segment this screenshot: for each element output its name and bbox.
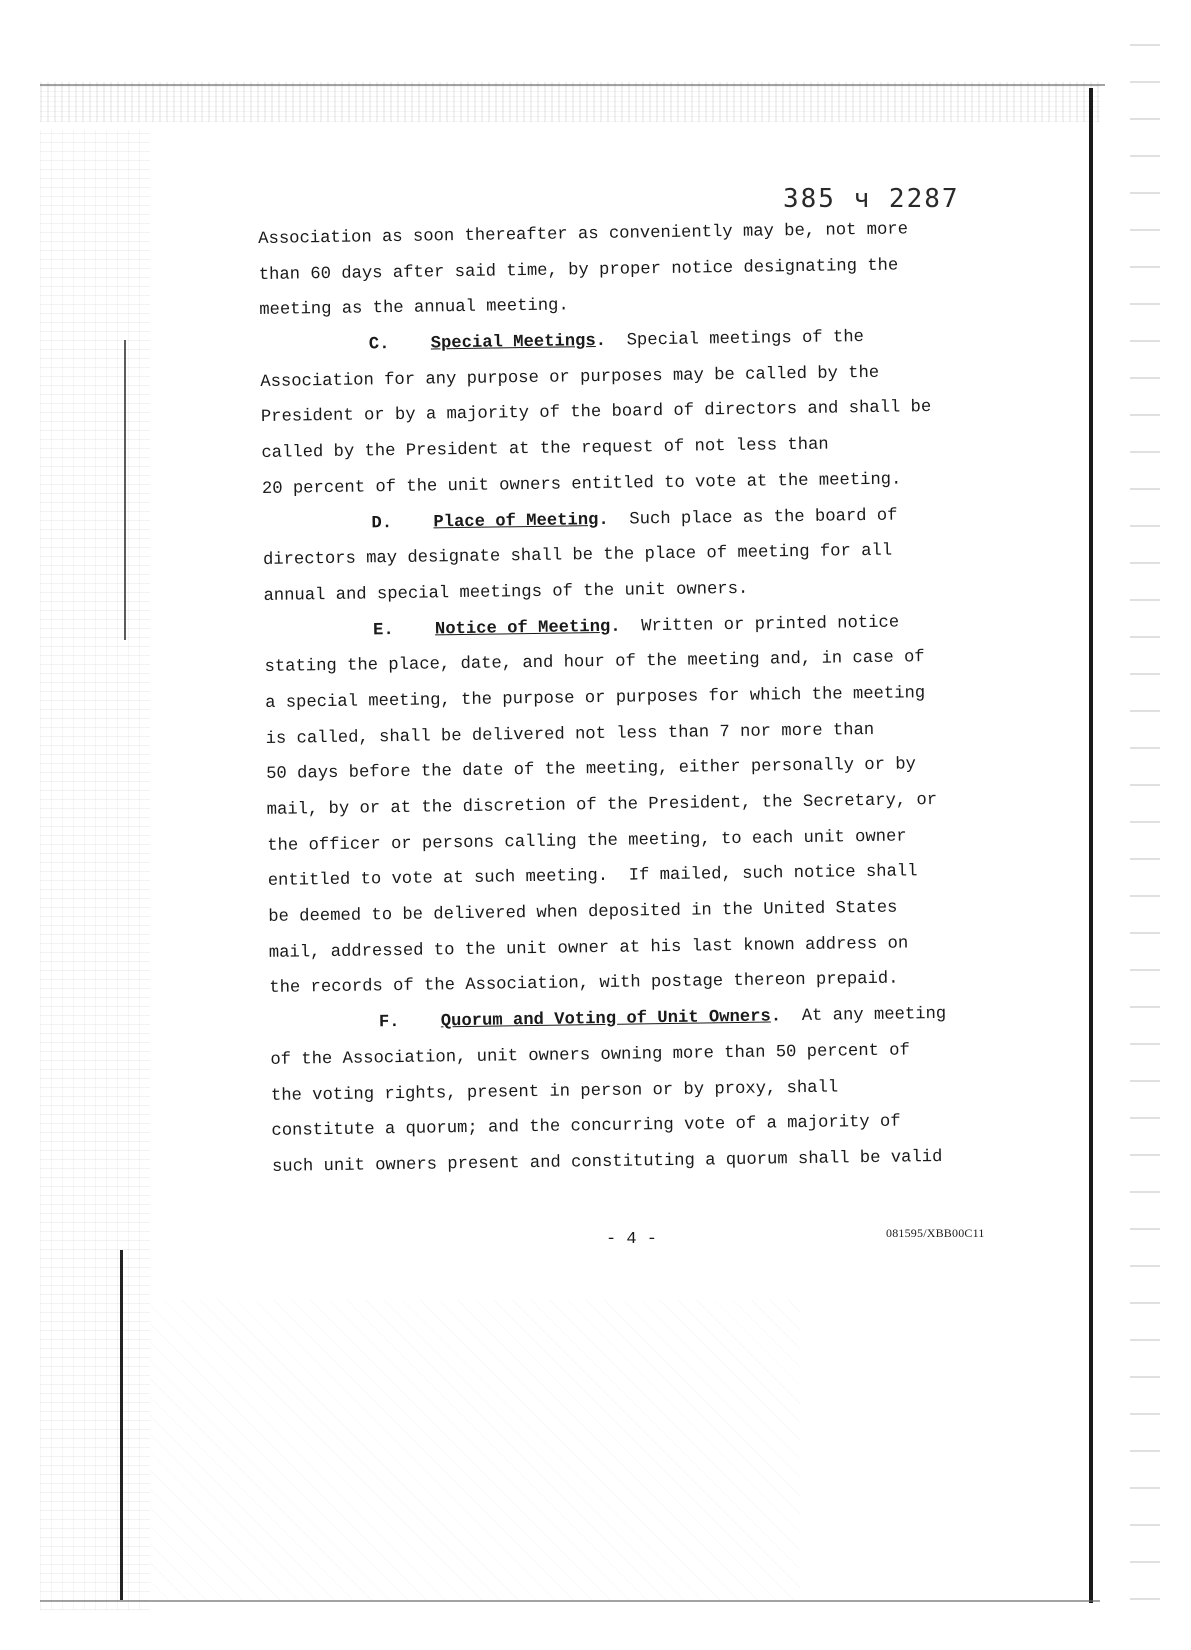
- scan-noise-top: [40, 82, 1100, 122]
- scan-noise-bottom: [150, 1300, 800, 1600]
- section-f-heading-line: F. Quorum and Voting of Unit Owners. At any meeting: [378, 1005, 947, 1033]
- section-heading: Place of Meeting: [433, 510, 599, 532]
- text-line: 50 days before the date of the meeting, either personally or by: [266, 755, 917, 785]
- scan-noise-left: [40, 130, 150, 1610]
- scan-noise-right: [1130, 40, 1160, 1600]
- text-line: a special meeting, the purpose or purposes for which the meeting: [265, 684, 926, 713]
- text-line: is called, shall be delivered not less than 7 nor more than: [265, 720, 875, 749]
- text-line: called by the President at the request of not less than: [261, 435, 829, 464]
- section-letter: C.: [368, 335, 390, 355]
- text-line: entitled to vote at such meeting. If mailed, such notice shall: [267, 862, 918, 892]
- document-number: 385 ч 2287: [783, 184, 960, 214]
- text-line: annual and special meetings of the unit owners.: [263, 579, 749, 606]
- text-line: Association as soon thereafter as conveniently may be, not more: [258, 220, 909, 249]
- text-line: mail, by or at the discretion of the President, the Secretary, or: [266, 790, 938, 820]
- section-letter: E.: [372, 620, 394, 640]
- text-line: than 60 days after said time, by proper notice designating the: [258, 256, 899, 285]
- page-number: - 4 -: [606, 1230, 658, 1249]
- text-line: President or by a majority of the board of directors and shall be: [260, 398, 932, 428]
- text-line: 20 percent of the unit owners entitled to vote at the meeting.: [261, 470, 902, 499]
- scan-edge-left-lower: [120, 1250, 123, 1600]
- text-line: directors may designate shall be the place of meeting for all: [262, 541, 893, 571]
- text-line: stating the place, date, and hour of the meeting and, in case of: [264, 648, 925, 678]
- section-first-line: Special meetings of the: [626, 328, 865, 351]
- text-line: the officer or persons calling the meeting, to each unit owner: [267, 827, 907, 856]
- section-letter: D.: [371, 513, 393, 533]
- text-line: of the Association, unit owners owning more than 50 percent of: [270, 1041, 910, 1070]
- section-first-line: Written or printed notice: [641, 613, 900, 636]
- section-first-line: At any meeting: [801, 1005, 947, 1027]
- section-letter: F.: [378, 1013, 400, 1033]
- footer-document-code: 081595/XBB00C11: [886, 1226, 985, 1240]
- section-d-heading-line: D. Place of Meeting. Such place as the board of: [371, 506, 898, 533]
- body-text: [258, 211, 1012, 1185]
- scan-edge-right: [1089, 88, 1093, 1603]
- text-line: be deemed to be delivered when deposited in the United States: [268, 898, 898, 927]
- text-line: Association for any purpose or purposes may be called by the: [260, 363, 880, 392]
- scan-edge-left-upper: [124, 340, 126, 640]
- section-c-heading-line: C. Special Meetings. Special meetings of the: [368, 328, 865, 355]
- section-heading: Quorum and Voting of Unit Owners: [440, 1007, 771, 1032]
- section-e-heading-line: E. Notice of Meeting. Written or printed notice: [372, 613, 900, 640]
- text-line: the voting rights, present in person or by proxy, shall: [270, 1077, 839, 1106]
- scan-edge-bottom: [40, 1600, 1100, 1602]
- section-first-line: Such place as the board of: [629, 506, 898, 530]
- text-line: mail, addressed to the unit owner at his last known address on: [268, 934, 909, 963]
- text-line: the records of the Association, with postage thereon prepaid.: [269, 970, 899, 999]
- text-line: constitute a quorum; and the concurring vote of a majority of: [271, 1112, 901, 1142]
- section-heading: Notice of Meeting: [434, 617, 611, 639]
- text-line: such unit owners present and constituting a quorum shall be valid: [271, 1147, 943, 1177]
- text-line: meeting as the annual meeting.: [259, 296, 569, 321]
- scan-edge-top: [40, 84, 1105, 86]
- section-heading: Special Meetings: [430, 332, 596, 354]
